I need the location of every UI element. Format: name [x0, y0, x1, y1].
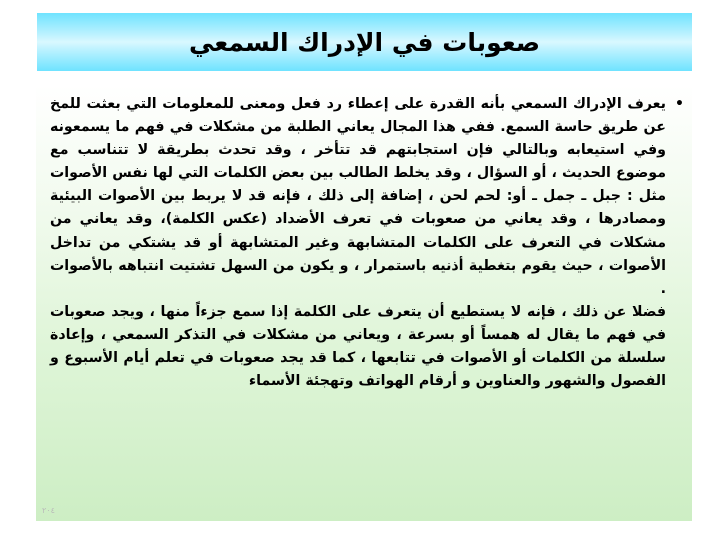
slide-title: صعوبات في الإدراك السمعي	[188, 27, 541, 57]
paragraph-1: يعرف الإدراك السمعي بأنه القدرة على إعطاء رد فعل ومعنى للمعلومات التي بعثت للمخ عن طريق حاسة السمع. ففي هذا المجال يعاني الطلبة من مشكلات في فهم ما يسمعونه وفي استيعابه وبالتالي فإن استجابتهم قد تتأخر ، وقد تحدث بطريقة لا تتناسب مع موضوع الحديث ، أو السؤال ، وقد يخلط الطالب بين بعض الكلمات التي لها نفس الأصوات مثل : جبل ـ جمل ـ أو: لحم لحن ، إضافة إلى ذلك ، فإنه قد لا يربط بين الأصوات البيئية ومصادرها ، وقد يعاني من صعوبات في تعرف الأضداد (عكس الكلمة)، وقد يعاني من مشكلات في التعرف على الكلمات المتشابهة وغير المتشابهة أو قد يشتكي من تداخل الأصوات ، حيث يقوم بتغطية أذنيه باستمرار ، و يكون من السهل تشتيت انتباهه بالأصوات .	[50, 96, 666, 297]
content-box	[36, 85, 692, 521]
bullet-icon: •	[675, 96, 684, 112]
bullet-text-block	[50, 93, 684, 393]
paragraph-2: فضلا عن ذلك ، فإنه لا يستطيع أن يتعرف على الكلمة إذا سمع جزءاً منها ، ويجد صعوبات في فهم ما يقال له همساً أو بسرعة ، ويعاني من مشكلات في التذكر السمعي ، وإعادة سلسلة من الكلمات أو الأصوات في تتابعها ، كما قد يجد صعوبات في تعلم أيام الأسبوع و الفصول والشهور والعناوين و أرقام الهواتف وتهجئة الأسماء	[50, 303, 666, 390]
title-bar	[37, 13, 692, 71]
slide-number: ٢٠٤	[42, 506, 55, 515]
